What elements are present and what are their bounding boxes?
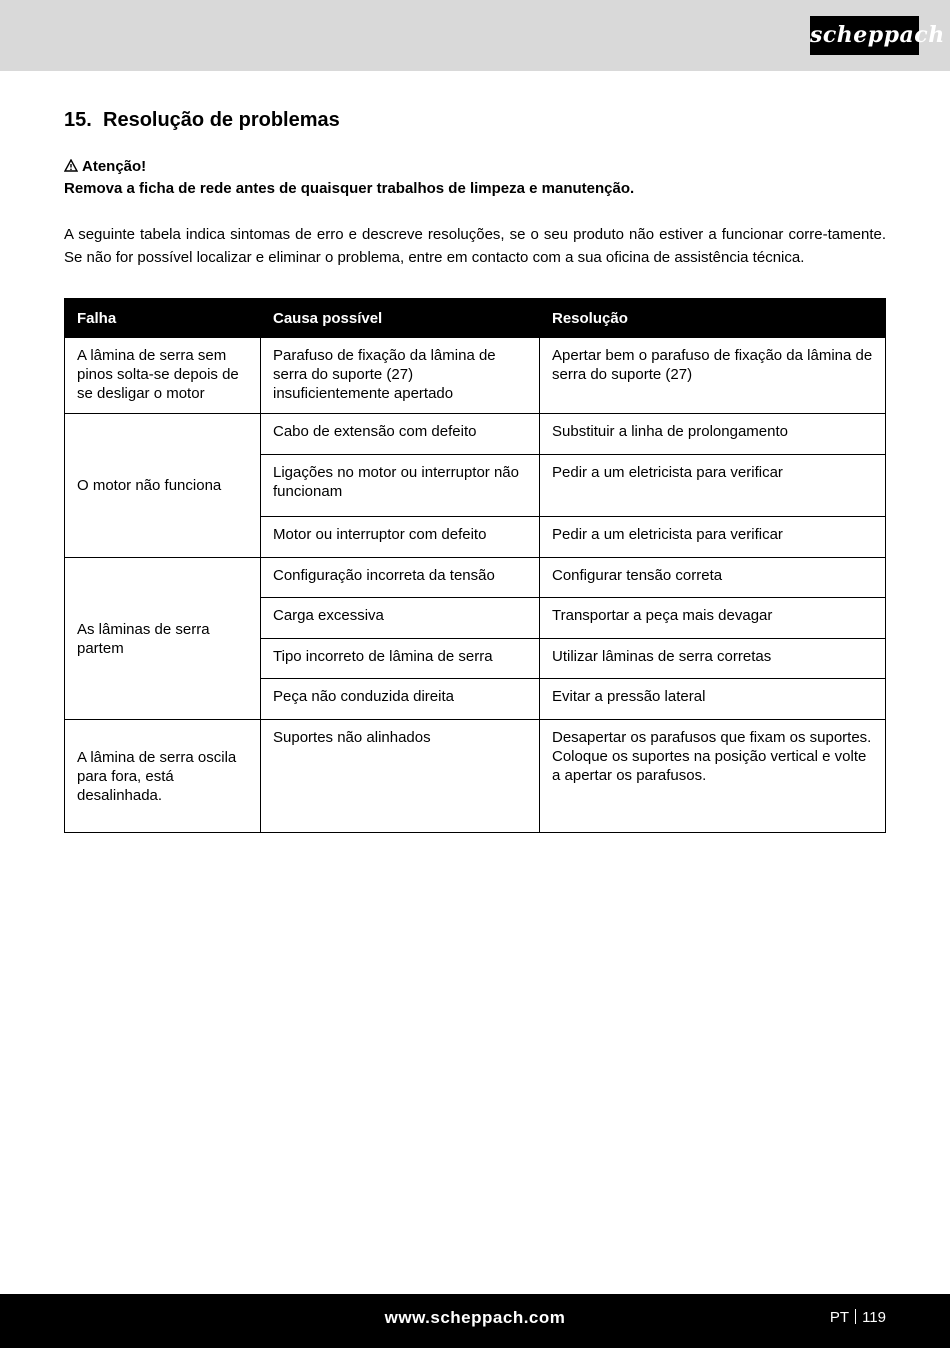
column-header-cause: Causa possível: [261, 299, 540, 338]
solution-cell: Pedir a um eletricista para verificar: [540, 455, 886, 517]
fault-cell: O motor não funciona: [65, 414, 261, 558]
cause-cell: Tipo incorreto de lâmina de serra: [261, 639, 540, 679]
fault-cell: A lâmina de serra oscila para fora, está desalinhada.: [65, 720, 261, 833]
solution-cell: Apertar bem o parafuso de fixação da lâmina de serra do suporte (27): [540, 338, 886, 414]
cause-cell: Peça não conduzida direita: [261, 679, 540, 720]
solution-cell: Pedir a um eletricista para verificar: [540, 517, 886, 558]
fault-cell: As lâminas de serra partem: [65, 558, 261, 720]
table-header-row: [65, 299, 886, 338]
cause-cell: Configuração incorreta da tensão: [261, 558, 540, 598]
solution-cell: Desapertar os parafusos que fixam os suportes. Coloque os suportes na posição vertical e volte a apertar os parafusos.: [540, 720, 886, 833]
cause-cell: Parafuso de fixação da lâmina de serra do suporte (27) insuficientemente apertado: [261, 338, 540, 414]
solution-cell: Substituir a linha de prolongamento: [540, 414, 886, 455]
page-header: [0, 0, 950, 71]
section-number: 15.: [64, 109, 92, 131]
solution-cell: Utilizar lâminas de serra corretas: [540, 639, 886, 679]
warning-triangle-icon: [64, 156, 78, 178]
page-number-value: 119: [862, 1309, 886, 1326]
solution-cell: Transportar a peça mais devagar: [540, 598, 886, 639]
column-header-fault: Falha: [65, 299, 261, 338]
warning-heading: [64, 156, 146, 178]
table-row: [65, 720, 886, 833]
cause-cell: Ligações no motor ou interruptor não funcionam: [261, 455, 540, 517]
cause-cell: Cabo de extensão com defeito: [261, 414, 540, 455]
warning-heading-text: Atenção!: [82, 158, 147, 175]
language-code: PT: [829, 1309, 850, 1326]
brand-logo-text: scheppach: [810, 22, 945, 48]
cause-cell: Motor ou interruptor com defeito: [261, 517, 540, 558]
page-number: [830, 1294, 886, 1342]
solution-cell: Configurar tensão correta: [540, 558, 886, 598]
section-title-text: Resolução de problemas: [103, 109, 340, 131]
cause-cell: Suportes não alinhados: [261, 720, 540, 833]
footer-website-link[interactable]: www.scheppach.com: [384, 1308, 566, 1327]
page-number-divider: [855, 1309, 856, 1324]
cause-cell: Carga excessiva: [261, 598, 540, 639]
column-header-solution: Resolução: [540, 299, 886, 338]
fault-cell: A lâmina de serra sem pinos solta-se depois de se desligar o motor: [65, 338, 261, 414]
table-row: [65, 414, 886, 455]
brand-logo: [810, 16, 945, 55]
warning-text: Remova a ficha de rede antes de quaisquer trabalhos de limpeza e manutenção.: [64, 180, 635, 197]
table-row: [65, 558, 886, 598]
intro-paragraph: A seguinte tabela indica sintomas de erro e descreve resoluções, se o seu produto não estiver a funcionar corre-tamente. Se não for possível localizar e eliminar o problema, entre em contacto com a sua oficina de assistência técnica.: [64, 226, 886, 266]
solution-cell: Evitar a pressão lateral: [540, 679, 886, 720]
section-title: [64, 107, 340, 133]
troubleshooting-table: [64, 298, 886, 833]
table-row: [65, 338, 886, 414]
